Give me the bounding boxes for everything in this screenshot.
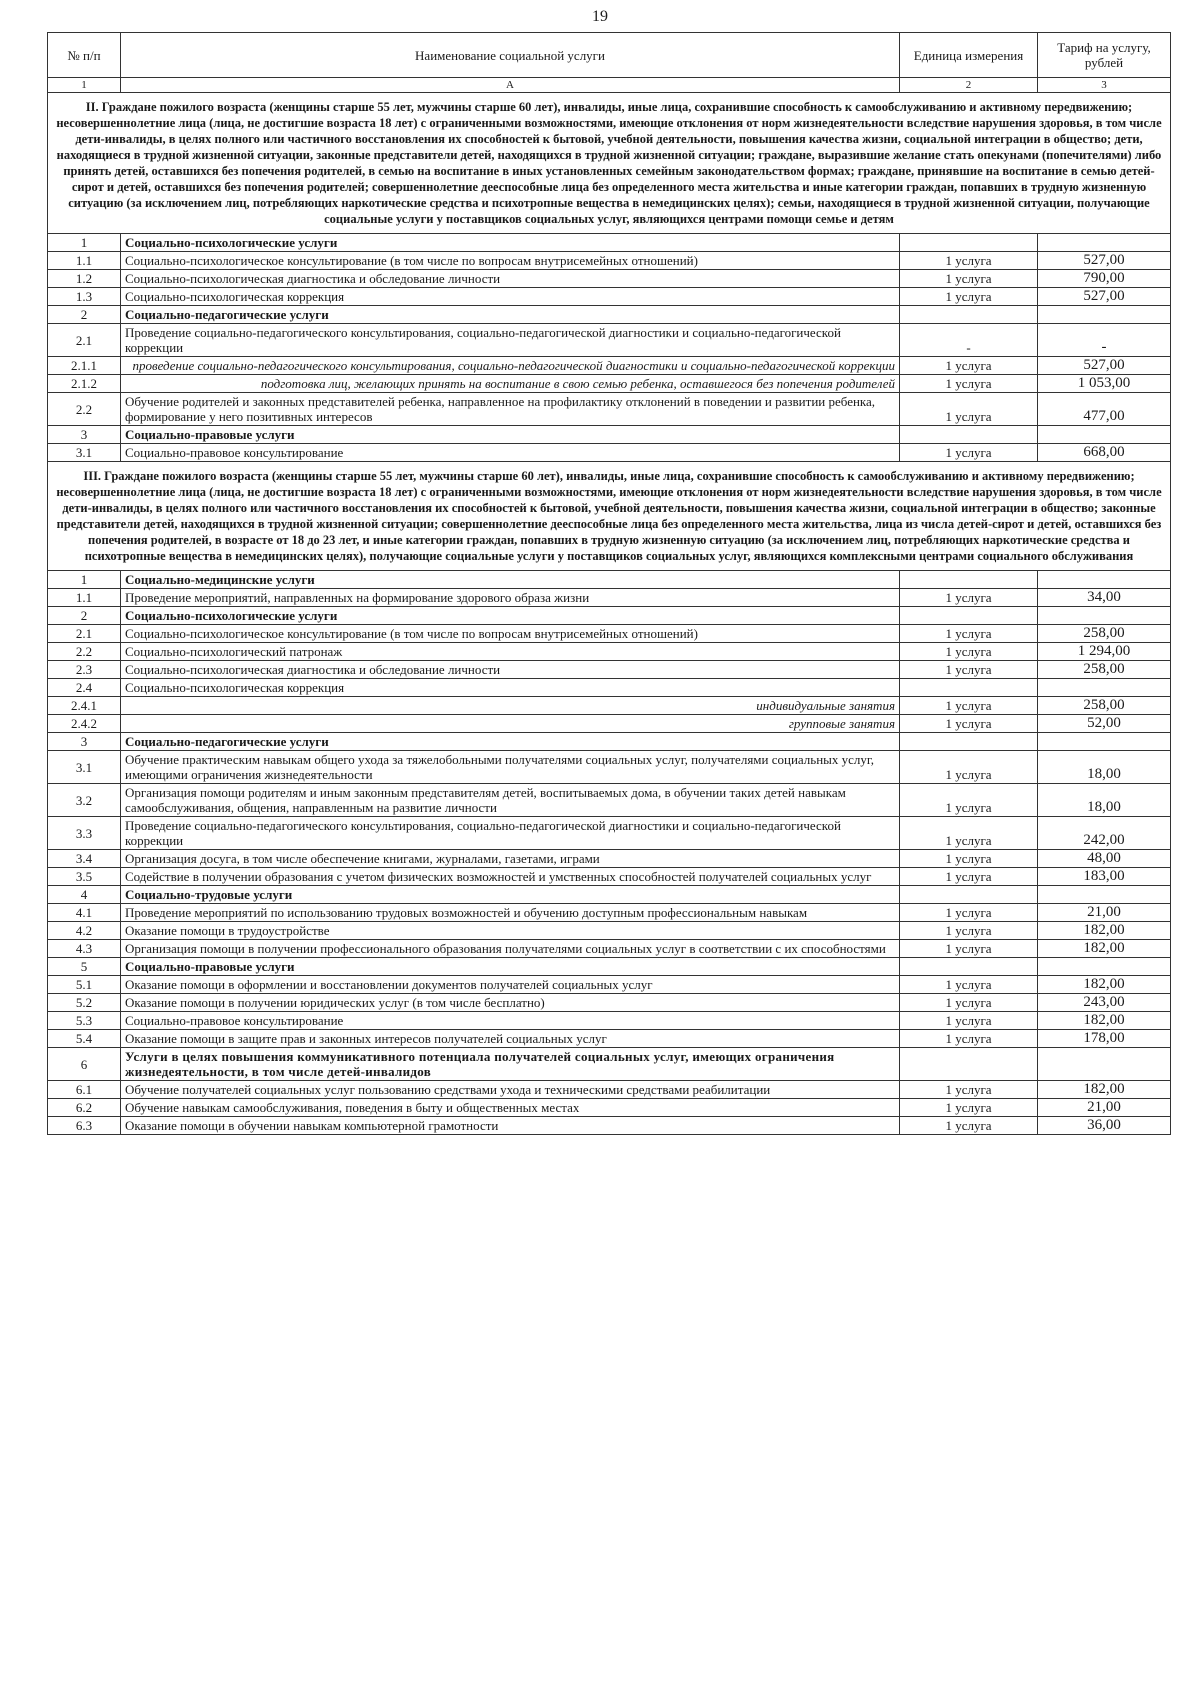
table-row	[48, 1012, 1171, 1030]
row-number: 3.5	[48, 868, 121, 886]
service-name: Социально-психологическое консультирование (в том числе по вопросам внутрисемейных отношений)	[121, 252, 900, 270]
row-number: 4.3	[48, 940, 121, 958]
service-name: Обучение практическим навыкам общего ухода за тяжелобольными получателями социальных услуг, получателями социальных услуг, имеющими ограничения жизнедеятельности	[121, 751, 900, 784]
header-row	[48, 33, 1171, 78]
tariff-price	[1038, 234, 1171, 252]
tariff-price: 182,00	[1038, 922, 1171, 940]
tariff-price	[1038, 426, 1171, 444]
table-row	[48, 679, 1171, 697]
service-name: Социально-психологическая диагностика и обследование личности	[121, 270, 900, 288]
service-name: Социально-психологическая коррекция	[121, 679, 900, 697]
category-header	[48, 93, 1171, 234]
tariff-price: 258,00	[1038, 625, 1171, 643]
table-row	[48, 288, 1171, 306]
service-name: Проведение социально-педагогического консультирования, социально-педагогической диагностики и социально-педагогической коррекции	[121, 817, 900, 850]
row-number: 5.4	[48, 1030, 121, 1048]
unit-of-measure	[900, 886, 1038, 904]
table-row	[48, 1048, 1171, 1081]
unit-of-measure: 1 услуга	[900, 868, 1038, 886]
service-name: Социально-педагогические услуги	[121, 733, 900, 751]
row-number: 5.3	[48, 1012, 121, 1030]
unit-of-measure: 1 услуга	[900, 625, 1038, 643]
table-row	[48, 589, 1171, 607]
tariff-price: 52,00	[1038, 715, 1171, 733]
unit-of-measure: 1 услуга	[900, 1012, 1038, 1030]
unit-of-measure: 1 услуга	[900, 715, 1038, 733]
table-row	[48, 571, 1171, 589]
unit-of-measure	[900, 679, 1038, 697]
table-row	[48, 868, 1171, 886]
tariff-price	[1038, 306, 1171, 324]
tariff-price	[1038, 886, 1171, 904]
table-row	[48, 784, 1171, 817]
table-row	[48, 661, 1171, 679]
table-row	[48, 886, 1171, 904]
tariff-price: 182,00	[1038, 940, 1171, 958]
table-row	[48, 976, 1171, 994]
unit-of-measure: -	[900, 324, 1038, 357]
unit-of-measure: 1 услуга	[900, 817, 1038, 850]
row-number: 1.3	[48, 288, 121, 306]
service-name: Социально-психологическое консультирование (в том числе по вопросам внутрисемейных отношений)	[121, 625, 900, 643]
unit-of-measure: 1 услуга	[900, 643, 1038, 661]
tariff-price: -	[1038, 324, 1171, 357]
tariff-price	[1038, 571, 1171, 589]
table-row	[48, 1099, 1171, 1117]
tariff-price: 790,00	[1038, 270, 1171, 288]
table-row	[48, 306, 1171, 324]
col-index-1: 1	[48, 78, 121, 93]
row-number: 5.1	[48, 976, 121, 994]
row-number: 6.2	[48, 1099, 121, 1117]
tariff-price: 527,00	[1038, 252, 1171, 270]
table-row	[48, 607, 1171, 625]
service-name: индивидуальные занятия	[121, 697, 900, 715]
unit-of-measure: 1 услуга	[900, 357, 1038, 375]
service-name: Оказание помощи в защите прав и законных интересов получателей социальных услуг	[121, 1030, 900, 1048]
service-name: Организация помощи в получении профессионального образования получателями социальных услуг в соответствии с их способностями	[121, 940, 900, 958]
unit-of-measure	[900, 1048, 1038, 1081]
table-row	[48, 751, 1171, 784]
unit-of-measure	[900, 607, 1038, 625]
table-row	[48, 1081, 1171, 1099]
service-name: Оказание помощи в оформлении и восстановлении документов получателей социальных услуг	[121, 976, 900, 994]
unit-of-measure: 1 услуга	[900, 1030, 1038, 1048]
row-number: 2.1	[48, 324, 121, 357]
row-number: 4.1	[48, 904, 121, 922]
service-name: Обучение получателей социальных услуг пользованию средствами ухода и техническими средствами реабилитации	[121, 1081, 900, 1099]
table-row	[48, 940, 1171, 958]
service-name: Социально-правовое консультирование	[121, 444, 900, 462]
col-index-2: 2	[900, 78, 1038, 93]
tariff-price: 48,00	[1038, 850, 1171, 868]
table-row	[48, 444, 1171, 462]
unit-of-measure: 1 услуга	[900, 270, 1038, 288]
row-number: 1	[48, 571, 121, 589]
table-row	[48, 270, 1171, 288]
unit-of-measure: 1 услуга	[900, 940, 1038, 958]
header-price: Тариф на услугу, рублей	[1038, 33, 1171, 78]
row-number: 2.3	[48, 661, 121, 679]
tariff-price	[1038, 679, 1171, 697]
tariff-price: 18,00	[1038, 751, 1171, 784]
service-name: Обучение родителей и законных представителей ребенка, направленное на профилактику отклонений в поведении и развитии ребенка, формирование у него позитивных интересов	[121, 393, 900, 426]
table-row	[48, 994, 1171, 1012]
tariff-price	[1038, 733, 1171, 751]
unit-of-measure: 1 услуга	[900, 288, 1038, 306]
row-number: 2.4.1	[48, 697, 121, 715]
unit-of-measure: 1 услуга	[900, 904, 1038, 922]
table-row	[48, 643, 1171, 661]
service-name: Социально-правовое консультирование	[121, 1012, 900, 1030]
tariff-price: 527,00	[1038, 357, 1171, 375]
row-number: 3	[48, 733, 121, 751]
tariff-table	[47, 32, 1171, 1135]
unit-of-measure: 1 услуга	[900, 375, 1038, 393]
row-number: 2.4	[48, 679, 121, 697]
page-number: 19	[592, 8, 608, 25]
unit-of-measure: 1 услуга	[900, 976, 1038, 994]
service-name: Обучение навыкам самообслуживания, поведения в быту и общественных местах	[121, 1099, 900, 1117]
row-number: 3.3	[48, 817, 121, 850]
row-number: 4	[48, 886, 121, 904]
row-number: 1.1	[48, 589, 121, 607]
service-name: Проведение мероприятий, направленных на формирование здорового образа жизни	[121, 589, 900, 607]
table-row	[48, 922, 1171, 940]
table-row	[48, 252, 1171, 270]
service-name: Социально-педагогические услуги	[121, 306, 900, 324]
tariff-price: 182,00	[1038, 976, 1171, 994]
tariff-price: 242,00	[1038, 817, 1171, 850]
table-row	[48, 697, 1171, 715]
unit-of-measure: 1 услуга	[900, 1081, 1038, 1099]
table-row	[48, 324, 1171, 357]
row-number: 2.2	[48, 643, 121, 661]
col-index-a: А	[121, 78, 900, 93]
unit-of-measure: 1 услуга	[900, 922, 1038, 940]
tariff-price: 477,00	[1038, 393, 1171, 426]
service-name: Проведение социально-педагогического консультирования, социально-педагогической диагностики и социально-педагогической коррекции	[121, 324, 900, 357]
tariff-price: 183,00	[1038, 868, 1171, 886]
service-name: Оказание помощи в получении юридических услуг (в том числе бесплатно)	[121, 994, 900, 1012]
unit-of-measure: 1 услуга	[900, 994, 1038, 1012]
row-number: 3	[48, 426, 121, 444]
table-row	[48, 817, 1171, 850]
service-name: Социально-психологический патронаж	[121, 643, 900, 661]
service-name: Социально-психологические услуги	[121, 234, 900, 252]
row-number: 4.2	[48, 922, 121, 940]
table-row	[48, 625, 1171, 643]
row-number: 3.2	[48, 784, 121, 817]
row-number: 3.1	[48, 444, 121, 462]
unit-of-measure	[900, 426, 1038, 444]
unit-of-measure	[900, 571, 1038, 589]
column-index-row	[48, 78, 1171, 93]
row-number: 6	[48, 1048, 121, 1081]
tariff-price: 34,00	[1038, 589, 1171, 607]
tariff-price: 178,00	[1038, 1030, 1171, 1048]
row-number: 6.3	[48, 1117, 121, 1135]
tariff-price: 243,00	[1038, 994, 1171, 1012]
row-number: 2.4.2	[48, 715, 121, 733]
service-name: Социально-правовые услуги	[121, 426, 900, 444]
tariff-price: 21,00	[1038, 1099, 1171, 1117]
row-number: 5	[48, 958, 121, 976]
unit-of-measure: 1 услуга	[900, 1099, 1038, 1117]
header-unit: Единица измерения	[900, 33, 1038, 78]
table-row	[48, 904, 1171, 922]
tariff-price: 1 053,00	[1038, 375, 1171, 393]
header-name: Наименование социальной услуги	[121, 33, 900, 78]
unit-of-measure: 1 услуга	[900, 850, 1038, 868]
service-name: Социально-психологическая коррекция	[121, 288, 900, 306]
row-number: 1.1	[48, 252, 121, 270]
row-number: 2.1.1	[48, 357, 121, 375]
table-row	[48, 1117, 1171, 1135]
row-number: 2.2	[48, 393, 121, 426]
table-row	[48, 375, 1171, 393]
tariff-price: 182,00	[1038, 1012, 1171, 1030]
unit-of-measure: 1 услуга	[900, 393, 1038, 426]
table-row	[48, 357, 1171, 375]
row-number: 6.1	[48, 1081, 121, 1099]
unit-of-measure: 1 услуга	[900, 589, 1038, 607]
table-row	[48, 426, 1171, 444]
tariff-price	[1038, 607, 1171, 625]
service-name: Услуги в целях повышения коммуникативного потенциала получателей социальных услуг, имеющих ограничения жизнедеятельности, в том числе детей-инвалидов	[121, 1048, 900, 1081]
category-2-title: II. Граждане пожилого возраста (женщины старше 55 лет, мужчины старше 60 лет), инвалиды, иные лица, сохранившие способность к самообслуживанию и активному передвижению; несовершеннолетние лица (лица, не достигшие возраста 18 лет) с ограниченными возможностями, имеющие отклонения от норм жизнедеятельности вследствие нарушения здоровья, в том числе дети-инвалиды, в целях полного или частичного восстановления их способностей к бытовой, учебной деятельности, повышения качества жизни, социальной интеграции в общество; дети, находящиеся в трудной жизненной ситуации, законные представители детей, находящихся в трудной жизненной ситуации; граждане, выразившие желание стать опекунами (попечителями) либо принять детей, оставшихся без попечения родителей, в семью на воспитание в иных установленных семейным законодательством формах; граждане, принявшие на воспитание в семью детей-сирот и детей, оставшихся без попечения родителей; совершеннолетние дееспособные лица без определенного места жительства и иные категории граждан, попавших в трудную жизненную ситуацию (за исключением лиц, потребляющих наркотические средства и психотропные вещества в немедицинских целях); семьи, находящиеся в трудной жизненной ситуации, получающие социальные услуги у поставщиков социальных услуг, являющихся центрами помощи семье и детям	[48, 93, 1171, 234]
row-number: 3.1	[48, 751, 121, 784]
service-name: подготовка лиц, желающих принять на воспитание в свою семью ребенка, оставшегося без попечения родителей	[121, 375, 900, 393]
service-name: Проведение мероприятий по использованию трудовых возможностей и обучению доступным профессиональным навыкам	[121, 904, 900, 922]
service-name: проведение социально-педагогического консультирования, социально-педагогической диагностики и социально-педагогической коррекции	[121, 357, 900, 375]
tariff-price: 258,00	[1038, 697, 1171, 715]
col-index-3: 3	[1038, 78, 1171, 93]
header-num: № п/п	[48, 33, 121, 78]
service-name: Содействие в получении образования с учетом физических возможностей и умственных способностей получателей социальных услуг	[121, 868, 900, 886]
category-3-title: III. Граждане пожилого возраста (женщины старше 55 лет, мужчины старше 60 лет), инвалиды, иные лица, сохранившие способность к самообслуживанию и активному передвижению; несовершеннолетние лица (лица, не достигшие возраста 18 лет) с ограниченными возможностями, имеющие отклонения от норм жизнедеятельности вследствие нарушения здоровья, в том числе дети-инвалиды, в целях полного или частичного восстановления их способностей к бытовой, учебной деятельности, повышения качества жизни, социальной интеграции в общество; законные представители детей, находящихся в трудной жизненной ситуации; совершеннолетние дееспособные лица без определенного места жительства, лица из числа детей-сирот и детей, оставшихся без попечения родителей, в возрасте от 18 до 23 лет, и иные категории граждан, попавших в трудную жизненную ситуацию (за исключением лиц, потребляющих наркотические средства и психотропные вещества в немедицинских целях), получающие социальные услуги у поставщиков социальных услуг, являющихся комплексными центрами социального обслуживания	[48, 462, 1171, 571]
service-name: Социально-психологические услуги	[121, 607, 900, 625]
tariff-price	[1038, 1048, 1171, 1081]
service-name: Социально-медицинские услуги	[121, 571, 900, 589]
table-row	[48, 850, 1171, 868]
unit-of-measure: 1 услуга	[900, 697, 1038, 715]
tariff-price: 18,00	[1038, 784, 1171, 817]
row-number: 2.1	[48, 625, 121, 643]
unit-of-measure: 1 услуга	[900, 1117, 1038, 1135]
row-number: 2	[48, 306, 121, 324]
unit-of-measure	[900, 733, 1038, 751]
table-row	[48, 715, 1171, 733]
tariff-price: 668,00	[1038, 444, 1171, 462]
unit-of-measure: 1 услуга	[900, 444, 1038, 462]
tariff-price: 21,00	[1038, 904, 1171, 922]
row-number: 1	[48, 234, 121, 252]
row-number: 3.4	[48, 850, 121, 868]
service-name: Организация досуга, в том числе обеспечение книгами, журналами, газетами, играми	[121, 850, 900, 868]
unit-of-measure: 1 услуга	[900, 751, 1038, 784]
tariff-price	[1038, 958, 1171, 976]
unit-of-measure	[900, 234, 1038, 252]
unit-of-measure	[900, 306, 1038, 324]
category-header	[48, 462, 1171, 571]
service-name: групповые занятия	[121, 715, 900, 733]
service-name: Оказание помощи в трудоустройстве	[121, 922, 900, 940]
table-row	[48, 958, 1171, 976]
tariff-price: 36,00	[1038, 1117, 1171, 1135]
row-number: 2.1.2	[48, 375, 121, 393]
tariff-price: 527,00	[1038, 288, 1171, 306]
service-name: Социально-трудовые услуги	[121, 886, 900, 904]
table-row	[48, 733, 1171, 751]
service-name: Оказание помощи в обучении навыкам компьютерной грамотности	[121, 1117, 900, 1135]
service-name: Организация помощи родителям и иным законным представителям детей, воспитываемых дома, в обучении таких детей навыкам самообслуживания, общения, направленным на развитие личности	[121, 784, 900, 817]
category-2-body	[48, 93, 1171, 462]
unit-of-measure: 1 услуга	[900, 661, 1038, 679]
row-number: 5.2	[48, 994, 121, 1012]
service-name: Социально-психологическая диагностика и обследование личности	[121, 661, 900, 679]
unit-of-measure	[900, 958, 1038, 976]
row-number: 2	[48, 607, 121, 625]
tariff-price: 1 294,00	[1038, 643, 1171, 661]
table-row	[48, 1030, 1171, 1048]
unit-of-measure: 1 услуга	[900, 252, 1038, 270]
tariff-price: 258,00	[1038, 661, 1171, 679]
table-row	[48, 393, 1171, 426]
category-3-body	[48, 462, 1171, 1135]
table-row	[48, 234, 1171, 252]
unit-of-measure: 1 услуга	[900, 784, 1038, 817]
service-name: Социально-правовые услуги	[121, 958, 900, 976]
tariff-price: 182,00	[1038, 1081, 1171, 1099]
row-number: 1.2	[48, 270, 121, 288]
